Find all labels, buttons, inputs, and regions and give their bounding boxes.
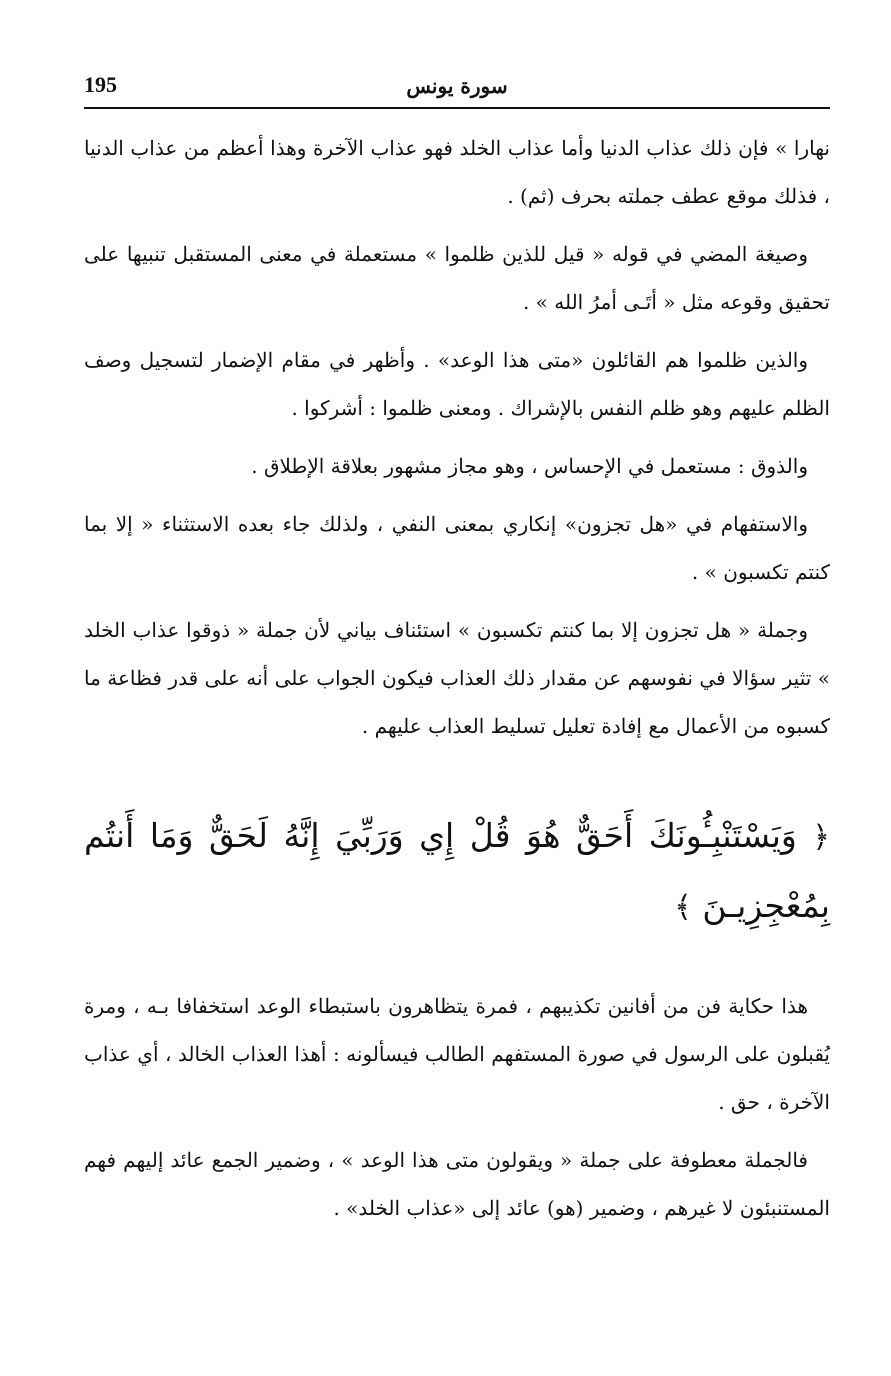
paragraph-6: وجملة « هل تجزون إلا بما كنتم تكسبون » استئناف بياني لأن جملة « ذوقوا عذاب الخلد » تثير سؤالا في نفوسهم عن مقدار ذلك العذاب فيكون الجواب على أنه على قدر فظاعة ما كسبوه من الأعمال مع إفادة تعليل تسليط العذاب عليهم . bbox=[84, 618, 830, 738]
verse-open-bracket: ﴿ bbox=[812, 820, 830, 855]
paragraph-5: والاستفهام في «هل تجزون» إنكاري بمعنى النفي ، ولذلك جاء بعده الاستثناء « إلا بما كنتم تكسبون » . bbox=[84, 512, 830, 584]
paragraph-1: نهارا » فإن ذلك عذاب الدنيا وأما عذاب الخلد فهو عذاب الآخرة وهذا أعظم من عذاب الدنيا ، فذلك موقع عطف جملته بحرف (ثم) . bbox=[84, 136, 830, 208]
paragraph-2: وصيغة المضي في قوله « قيل للذين ظلموا » مستعملة في معنى المستقبل تنبيها على تحقيق وقوعه مثل « أتَـى أمرُ الله » . bbox=[84, 242, 830, 314]
verse-text: وَيَسْتَنْبِـُٔونَكَ أَحَقٌّ هُوَ قُلْ إِي وَرَبِّيَ إِنَّهُ لَحَقٌّ وَمَا أَنتُم بِمُعْجِزِيـنَ bbox=[84, 816, 830, 925]
page-number: 195 bbox=[84, 72, 117, 97]
header-rule bbox=[84, 107, 830, 109]
running-title: سورة يونس bbox=[406, 74, 508, 98]
quran-verse bbox=[84, 802, 830, 942]
paragraph-7: هذا حكاية فن من أفانين تكذيبهم ، فمرة يتظاهرون باستبطاء الوعد استخفافا بـه ، ومرة يُقبلون على الرسول في صورة المستفهم الطالب فيسألونه : أهذا العذاب الخالد ، أي عذاب الآخرة ، حق . bbox=[84, 994, 830, 1114]
paragraph-8: فالجملة معطوفة على جملة « ويقولون متى هذا الوعد » ، وضمير الجمع عائد إليهم فهم المستنبئون لا غيرهم ، وضمير (هو) عائد إلى «عذاب الخلد» . bbox=[84, 1148, 830, 1220]
page-header bbox=[84, 68, 830, 110]
paragraph-4: والذوق : مستعمل في الإحساس ، وهو مجاز مشهور بعلاقة الإطلاق . bbox=[251, 454, 808, 478]
verse-close-bracket: ﴾ bbox=[674, 890, 692, 925]
page-body bbox=[84, 124, 830, 1242]
paragraph-3: والذين ظلموا هم القائلون «متى هذا الوعد» . وأظهر في مقام الإضمار لتسجيل وصف الظلم عليهم وهو ظلم النفس بالإشراك . ومعنى ظلموا : أشركوا . bbox=[84, 348, 830, 420]
